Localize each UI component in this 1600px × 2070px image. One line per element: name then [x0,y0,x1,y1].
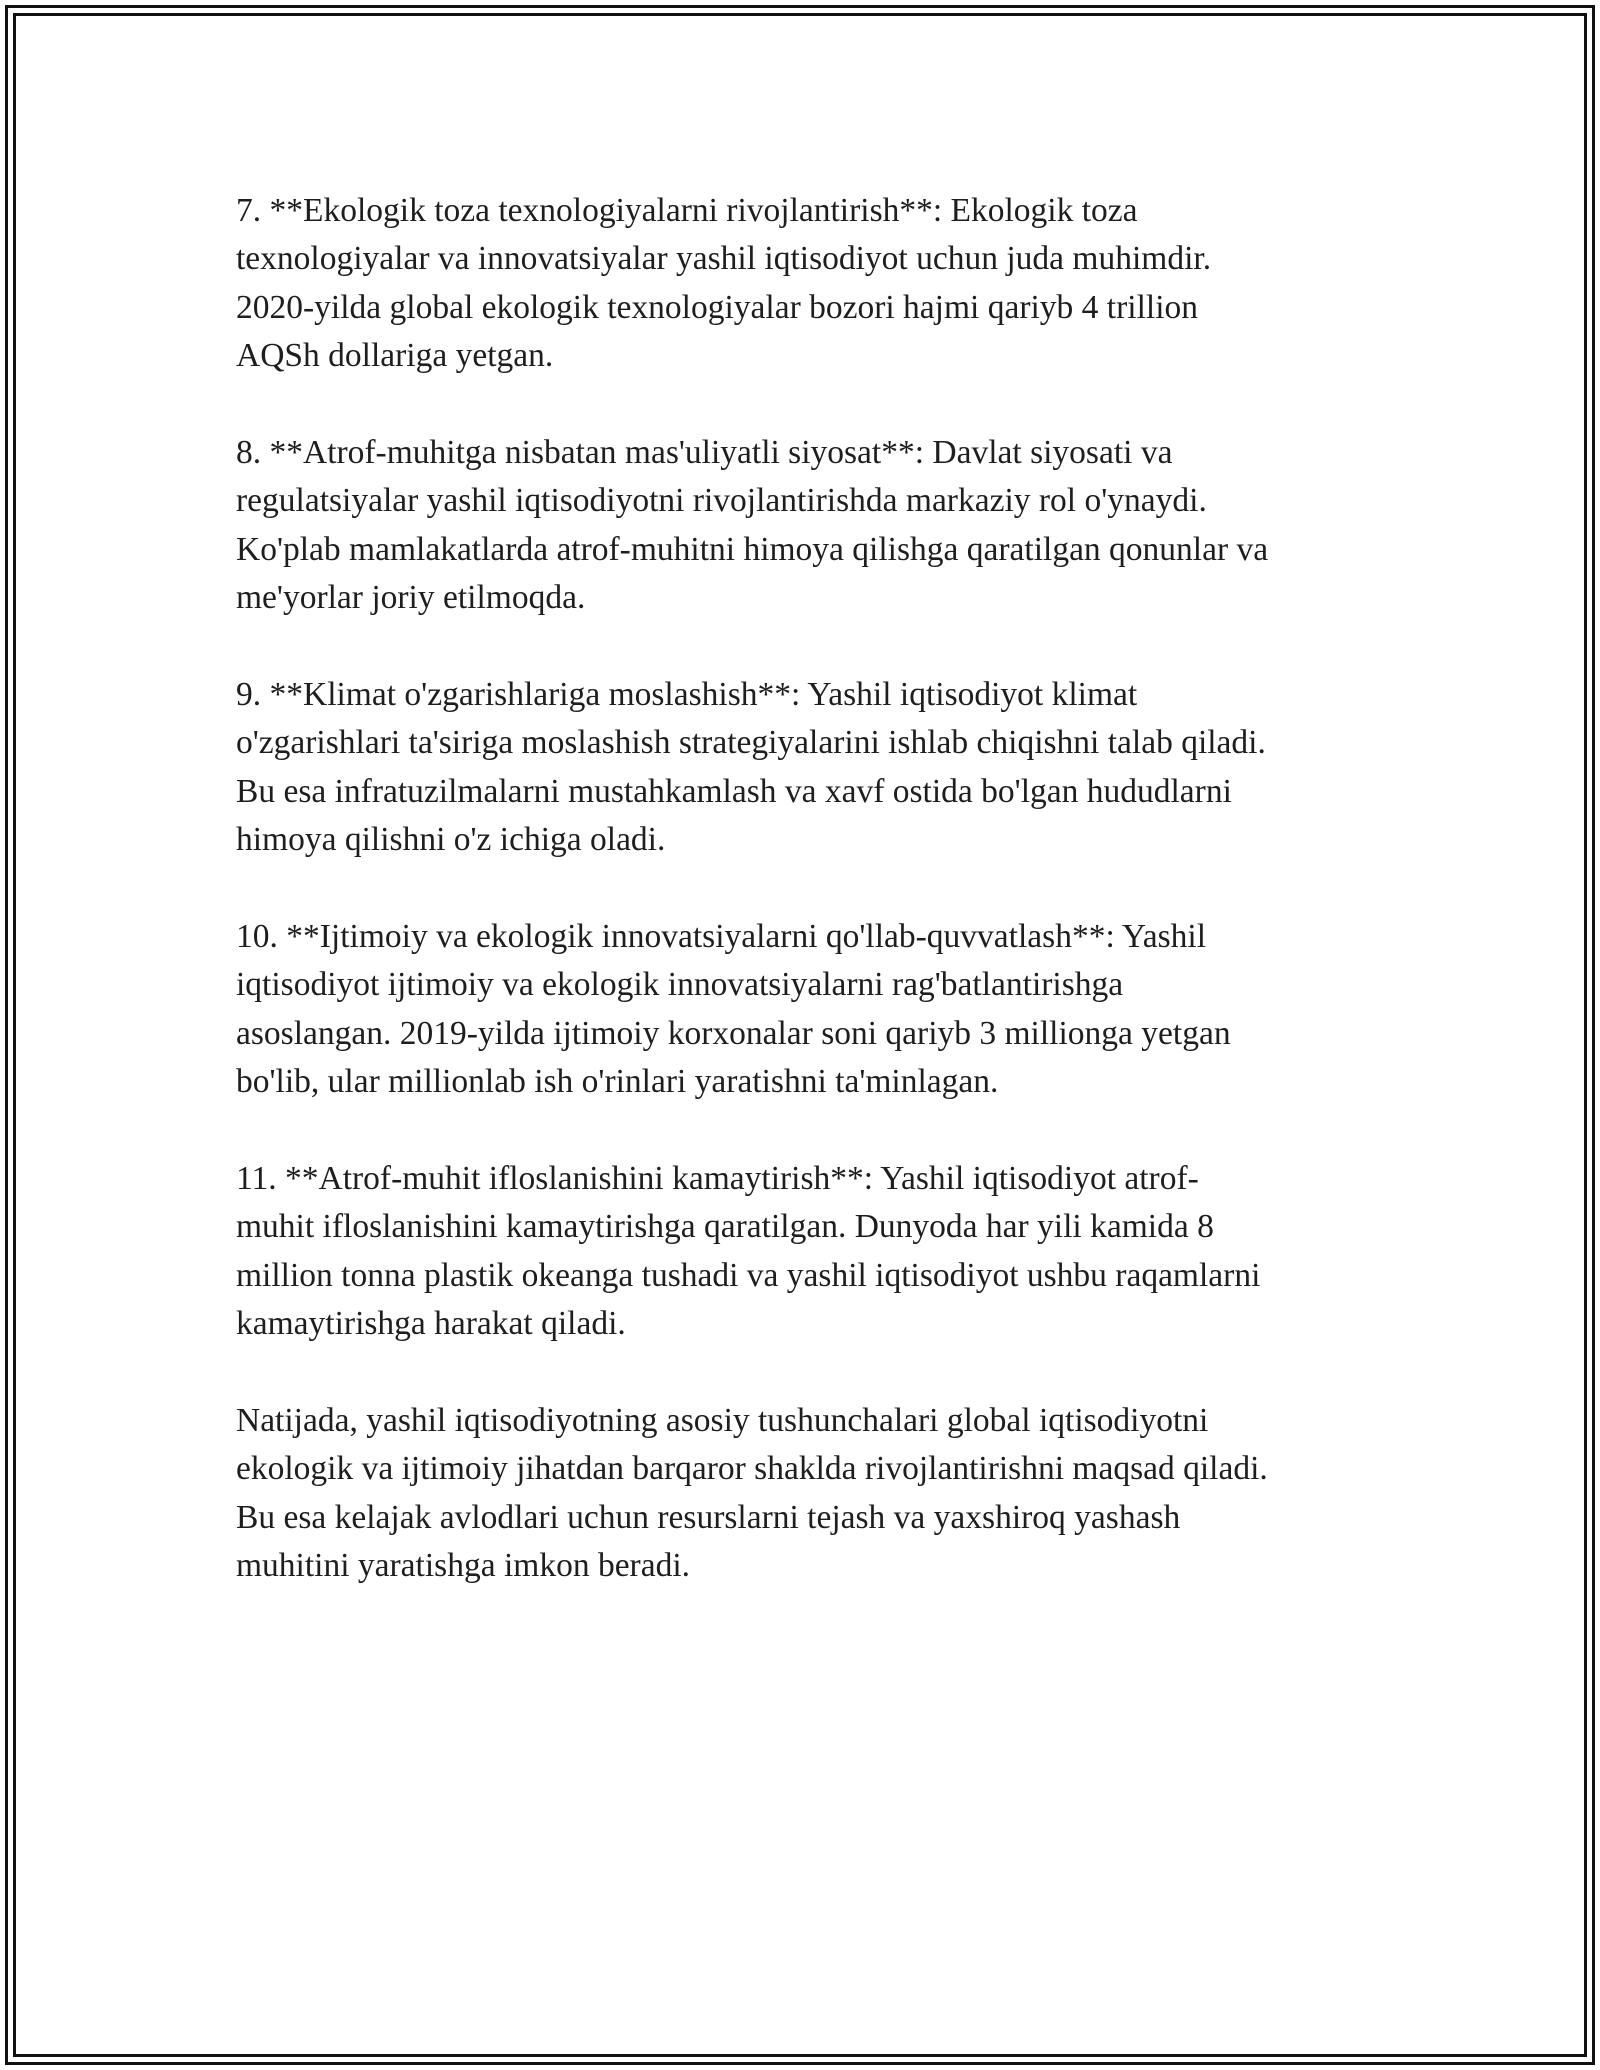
paragraph-item-7 [236,187,1386,381]
text-line: ekologik va ijtimoiy jihatdan barqaror shakldа rivojlantirishni maqsad qiladi. [236,1450,1268,1488]
text-line: 11. **Atrof-muhit ifloslanishini kamaytirish**: Yashil iqtisodiyot atrof- [236,1160,1199,1198]
text-line: million tonna plastik okeanga tushadi va yashil iqtisodiyot ushbu raqamlarni [236,1256,1261,1294]
text-line: 10. **Ijtimoiy va ekologik innovatsiyalarni qo'llab-quvvatlash**: Yashil [236,918,1206,956]
text-line: iqtisodiyot ijtimoiy va ekologik innovatsiyalarni rag'batlantirishga [236,966,1124,1004]
text-line: 9. **Klimat o'zgarishlariga moslashish**: Yashil iqtisodiyot klimat [236,676,1138,714]
text-line: o'zgarishlari ta'siriga moslashish strategiyalarini ishlab chiqishni talab qiladi. [236,724,1266,762]
paragraph-item-8 [236,429,1386,623]
text-line: bo'lib, ular millionlab ish o'rinlari yaratishni ta'minlagan. [236,1063,999,1101]
document-body [236,187,1386,1639]
text-line: Bu esa kelajak avlodlari uchun resurslarni tejash va yaxshiroq yashash [236,1498,1181,1536]
text-line: muhitini yaratishga imkon beradi. [236,1547,691,1585]
text-line: himoya qilishni o'z ichiga oladi. [236,821,666,859]
text-line: me'yorlar joriy etilmoqda. [236,579,586,617]
text-line: Ko'plab mamlakatlarda atrof-muhitni himoya qilishga qaratilgan qonunlar va [236,530,1269,568]
paragraph-item-10 [236,913,1386,1107]
paragraph-item-9 [236,671,1386,865]
text-line: muhit ifloslanishini kamaytirishga qaratilgan. Dunyoda har yili kamida 8 [236,1208,1214,1246]
text-line: 7. **Ekologik toza texnologiyalarni rivojlantirish**: Ekologik toza [236,192,1138,229]
text-line: AQSh dollariga yetgan. [236,337,554,375]
text-line: kamaytirishga harakat qiladi. [236,1305,626,1343]
text-line: asoslangan. 2019-yilda ijtimoiy korxonalar soni qariyb 3 millionga yetgan [236,1014,1231,1052]
paragraph-item-11 [236,1155,1386,1349]
text-line: Bu esa infratuzilmalarni mustahkamlash va xavf ostida bo'lgan hududlarni [236,772,1232,810]
text-line: texnologiyalar va innovatsiyalar yashil iqtisodiyot uchun juda muhimdir. [236,240,1212,278]
text-line: 8. **Atrof-muhitga nisbatan mas'uliyatli siyosat**: Davlat siyosati va [236,434,1173,472]
text-line: Natijada, yashil iqtisodiyotning asosiy tushunchalari global iqtisodiyotni [236,1402,1209,1440]
text-line: regulatsiyalar yashil iqtisodiyotni rivojlantirishda markaziy rol o'ynaydi. [236,482,1207,520]
paragraph-conclusion [236,1397,1386,1591]
text-line: 2020-yilda global ekologik texnologiyalar bozori hajmi qariyb 4 trillion [236,288,1198,326]
